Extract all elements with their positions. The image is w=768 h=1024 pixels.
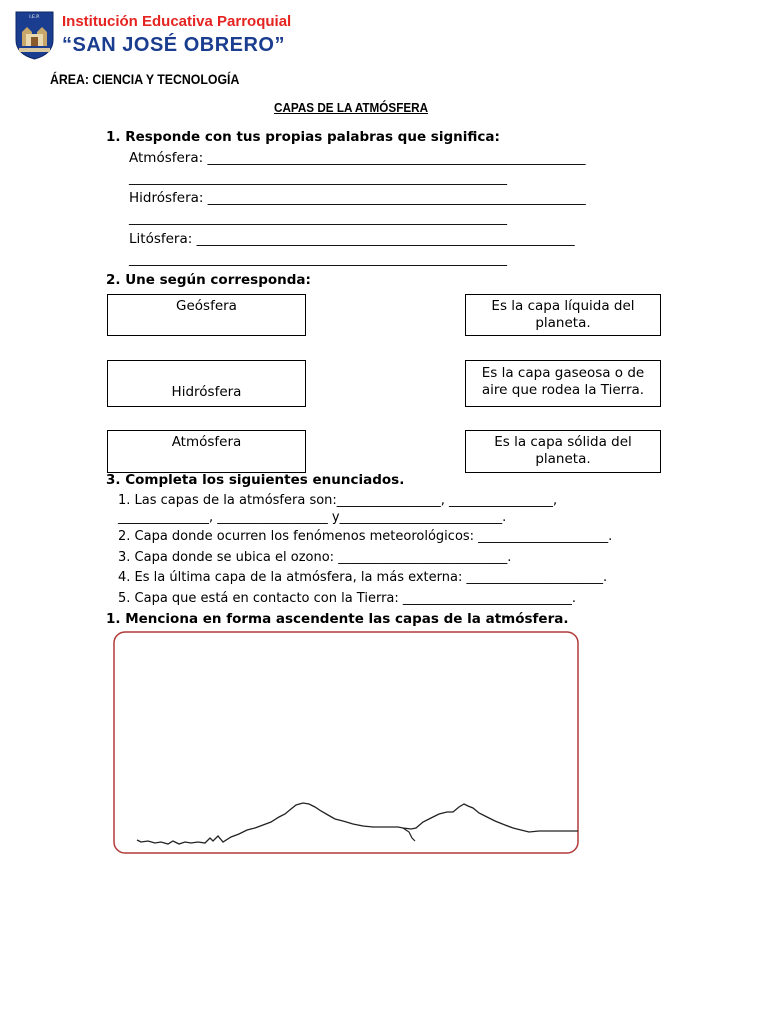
question-2-heading: 2. Une según corresponda: xyxy=(106,272,311,288)
drawing-area[interactable] xyxy=(113,631,579,854)
question-3-heading: 3. Completa los siguientes enunciados. xyxy=(106,472,405,488)
fill-in-line-5[interactable]: 5. Capa que está en contacto con la Tierra: __________________________. xyxy=(118,591,577,606)
fill-in-line-3[interactable]: 3. Capa donde se ubica el ozono: __________________________. xyxy=(118,550,512,565)
question-1-heading: 1. Responde con tus propias palabras que significa: xyxy=(106,129,500,145)
definition-line: Es la capa sólida del xyxy=(494,434,632,450)
match-box-geosfera[interactable] xyxy=(107,294,306,336)
answer-line-litosfera-2[interactable]: ________________________________________________________ xyxy=(129,251,507,267)
fill-in-line-1[interactable]: 1. Las capas de la atmósfera son:________________, ________________, xyxy=(118,493,558,508)
definition-line: Es la capa líquida del xyxy=(491,298,635,314)
answer-line-atmosfera-2[interactable]: ________________________________________________________ xyxy=(129,170,507,186)
definition-box-gaseosa[interactable] xyxy=(465,360,661,407)
school-subtitle: “SAN JOSÉ OBRERO” xyxy=(62,34,285,56)
school-name: Institución Educativa Parroquial xyxy=(62,13,292,30)
match-box-atmosfera[interactable] xyxy=(107,430,306,473)
terrain-detail-icon xyxy=(403,828,415,841)
definition-line: planeta. xyxy=(535,451,591,467)
match-label: Atmósfera xyxy=(171,434,242,450)
definition-line: planeta. xyxy=(535,315,591,331)
fill-in-line-4[interactable]: 4. Es la última capa de la atmósfera, la más externa: _____________________. xyxy=(118,570,608,585)
definition-box-liquida[interactable] xyxy=(465,294,661,336)
definition-box-solida[interactable] xyxy=(465,430,661,473)
match-box-hidrosfera[interactable] xyxy=(107,360,306,407)
definition-line: aire que rodea la Tierra. xyxy=(481,382,645,398)
logo-label: I.E.P. xyxy=(29,15,40,20)
subject-area: ÁREA: CIENCIA Y TECNOLOGÍA xyxy=(50,71,240,87)
fill-in-line-1b[interactable]: ______________, _________________ y_________________________. xyxy=(118,510,507,525)
worksheet-title: CAPAS DE LA ATMÓSFERA xyxy=(274,100,429,115)
school-logo xyxy=(13,10,56,60)
answer-line-atmosfera[interactable]: Atmósfera: ________________________________________________________ xyxy=(129,150,586,166)
answer-line-hidrosfera[interactable]: Hidrósfera: ________________________________________________________ xyxy=(129,190,586,206)
question-4-heading: 1. Menciona en forma ascendente las capas de la atmósfera. xyxy=(106,611,569,627)
definition-line: Es la capa gaseosa o de xyxy=(481,365,645,381)
fill-in-line-2[interactable]: 2. Capa donde ocurren los fenómenos meteorológicos: ____________________. xyxy=(118,529,613,544)
match-label: Geósfera xyxy=(176,298,237,314)
answer-line-hidrosfera-2[interactable]: ________________________________________________________ xyxy=(129,210,507,226)
match-label: Hidrósfera xyxy=(171,384,242,400)
drawing-frame xyxy=(114,632,578,853)
answer-line-litosfera[interactable]: Litósfera: ________________________________________________________ xyxy=(129,231,575,247)
terrain-silhouette-icon xyxy=(137,803,578,844)
